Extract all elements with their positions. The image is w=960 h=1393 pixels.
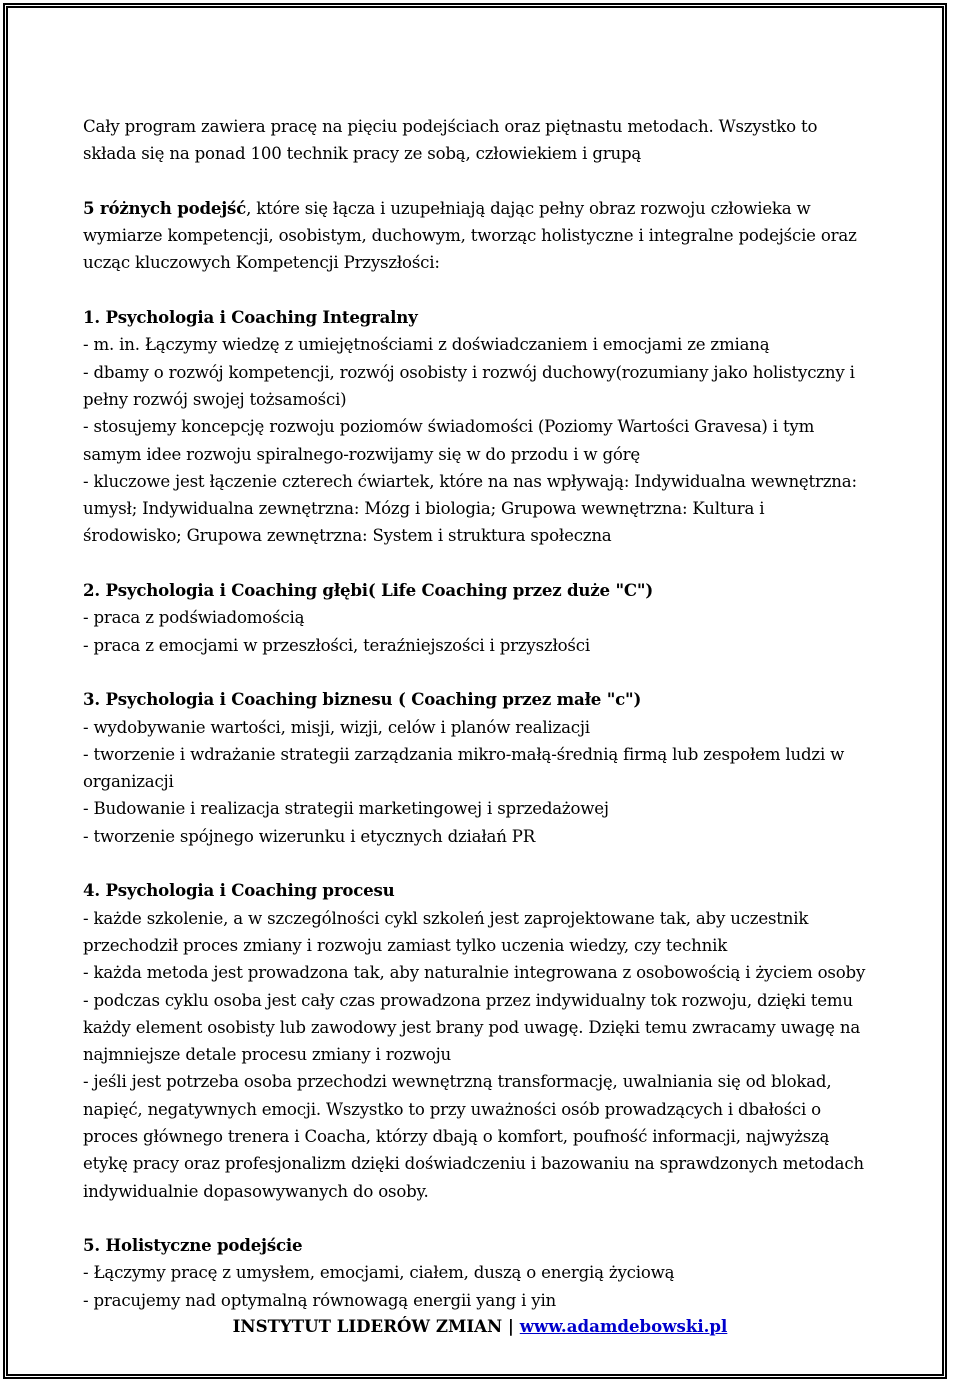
section-1-title: 1. Psychologia i Coaching Integralny bbox=[83, 307, 418, 328]
section-4-line: napięć, negatywnych emocji. Wszystko to przy uważności osób prowadzących i dbałości o bbox=[83, 1099, 821, 1119]
section-1-line: - dbamy o rozwój kompetencji, rozwój osobisty i rozwój duchowy(rozumiany jako holistyczny i bbox=[83, 362, 855, 382]
footer-separator: | bbox=[507, 1316, 514, 1336]
section-4-line: indywidualnie dopasowywanych do osoby. bbox=[83, 1181, 429, 1201]
section-2-line: - praca z podświadomością bbox=[83, 608, 305, 628]
section-4-line: - jeśli jest potrzeba osoba przechodzi wewnętrzną transformację, uwalniania się od blokad, bbox=[83, 1072, 832, 1092]
section-1-line: umysł; Indywidualna zewnętrzna: Mózg i biologia; Grupowa wewnętrzna: Kultura i bbox=[83, 499, 765, 519]
section-4-line: proces głównego trenera i Coacha, którzy dbają o komfort, poufność informacji, najwyższą bbox=[83, 1126, 830, 1146]
section-1-line: samym idee rozwoju spiralnego-rozwijamy się w do przodu i w górę bbox=[83, 444, 641, 464]
intro-line-1: Cały program zawiera pracę na pięciu podejściach oraz piętnastu metodach. Wszystko to bbox=[83, 117, 818, 136]
intro-line-2: składa się na ponad 100 technik pracy ze sobą, człowiekiem i grupą bbox=[83, 144, 642, 164]
approaches-line-2: wymiarze kompetencji, osobistym, duchowym, tworząc holistyczne i integralne podejście oraz bbox=[83, 226, 857, 246]
section-4-title: 4. Psychologia i Coaching procesu bbox=[83, 880, 395, 901]
section-4-line: - każda metoda jest prowadzona tak, aby naturalnie integrowana z osobowością i życiem osoby bbox=[83, 963, 866, 983]
section-1-line: środowisko; Grupowa zewnętrzna: System i struktura społeczna bbox=[83, 526, 612, 546]
section-3-line: - tworzenie spójnego wizerunku i etycznych działań PR bbox=[83, 826, 536, 846]
section-5-title: 5. Holistyczne podejście bbox=[83, 1235, 303, 1256]
section-4-line: najmniejsze detale procesu zmiany i rozwoju bbox=[83, 1045, 452, 1065]
section-4-line: - każde szkolenie, a w szczególności cykl szkoleń jest zaprojektowane tak, aby uczestnik bbox=[83, 908, 809, 928]
section-3-line: - tworzenie i wdrażanie strategii zarządzania mikro-małą-średnią firmą lub zespołem ludzi w bbox=[83, 744, 845, 764]
section-1-line: - m. in. Łączymy wiedzę z umiejętnościami z doświadczaniem i emocjami ze zmianą bbox=[83, 335, 770, 355]
footer-website-link[interactable]: www.adamdebowski.pl bbox=[519, 1316, 728, 1336]
section-5-line: - pracujemy nad optymalną równowagą energii yang i yin bbox=[83, 1290, 557, 1310]
section-3-title: 3. Psychologia i Coaching biznesu ( Coaching przez małe "c") bbox=[83, 689, 642, 710]
section-4-line: etykę pracy oraz profesjonalizm dzięki doświadczeniu i bazowaniu na sprawdzonych metodach bbox=[83, 1154, 864, 1174]
section-3-line: organizacji bbox=[83, 772, 174, 792]
section-3-line: - Budowanie i realizacja strategii marketingowej i sprzedażowej bbox=[83, 799, 609, 819]
footer-org-name: INSTYTUT LIDERÓW ZMIAN bbox=[232, 1316, 503, 1336]
document-body bbox=[83, 113, 883, 1314]
approaches-bold-lead: 5 różnych podejść bbox=[83, 197, 247, 218]
section-4-line: przechodził proces zmiany i rozwoju zamiast tylko uczenia wiedzy, czy technik bbox=[83, 935, 728, 955]
section-2-title: 2. Psychologia i Coaching głębi( Life Coaching przez duże "C") bbox=[83, 580, 653, 601]
section-4-line: każdy element osobisty lub zawodowy jest brany pod uwagę. Dzięki temu zwracamy uwagę na bbox=[83, 1017, 861, 1037]
section-4-line: - podczas cyklu osoba jest cały czas prowadzona przez indywidualny tok rozwoju, dzięki temu bbox=[83, 990, 853, 1010]
approaches-line-1-rest: , które się łącza i uzupełniają dając pełny obraz rozwoju człowieka w bbox=[246, 198, 811, 218]
section-2-line: - praca z emocjami w przeszłości, teraźniejszości i przyszłości bbox=[83, 635, 590, 655]
section-1-line: pełny rozwój swojej tożsamości) bbox=[83, 389, 347, 409]
approaches-line-1 bbox=[83, 195, 883, 222]
section-5-line: - Łączymy pracę z umysłem, emocjami, ciałem, duszą o energią życiową bbox=[83, 1263, 675, 1283]
page-footer bbox=[0, 1313, 960, 1340]
section-1-line: - stosujemy koncepcję rozwoju poziomów świadomości (Poziomy Wartości Gravesa) i tym bbox=[83, 417, 815, 437]
section-3-line: - wydobywanie wartości, misji, wizji, celów i planów realizacji bbox=[83, 717, 590, 737]
section-1-line: - kluczowe jest łączenie czterech ćwiartek, które na nas wpływają: Indywidualna wewnętrzna: bbox=[83, 471, 857, 491]
approaches-line-3: ucząc kluczowych Kompetencji Przyszłości: bbox=[83, 253, 440, 273]
